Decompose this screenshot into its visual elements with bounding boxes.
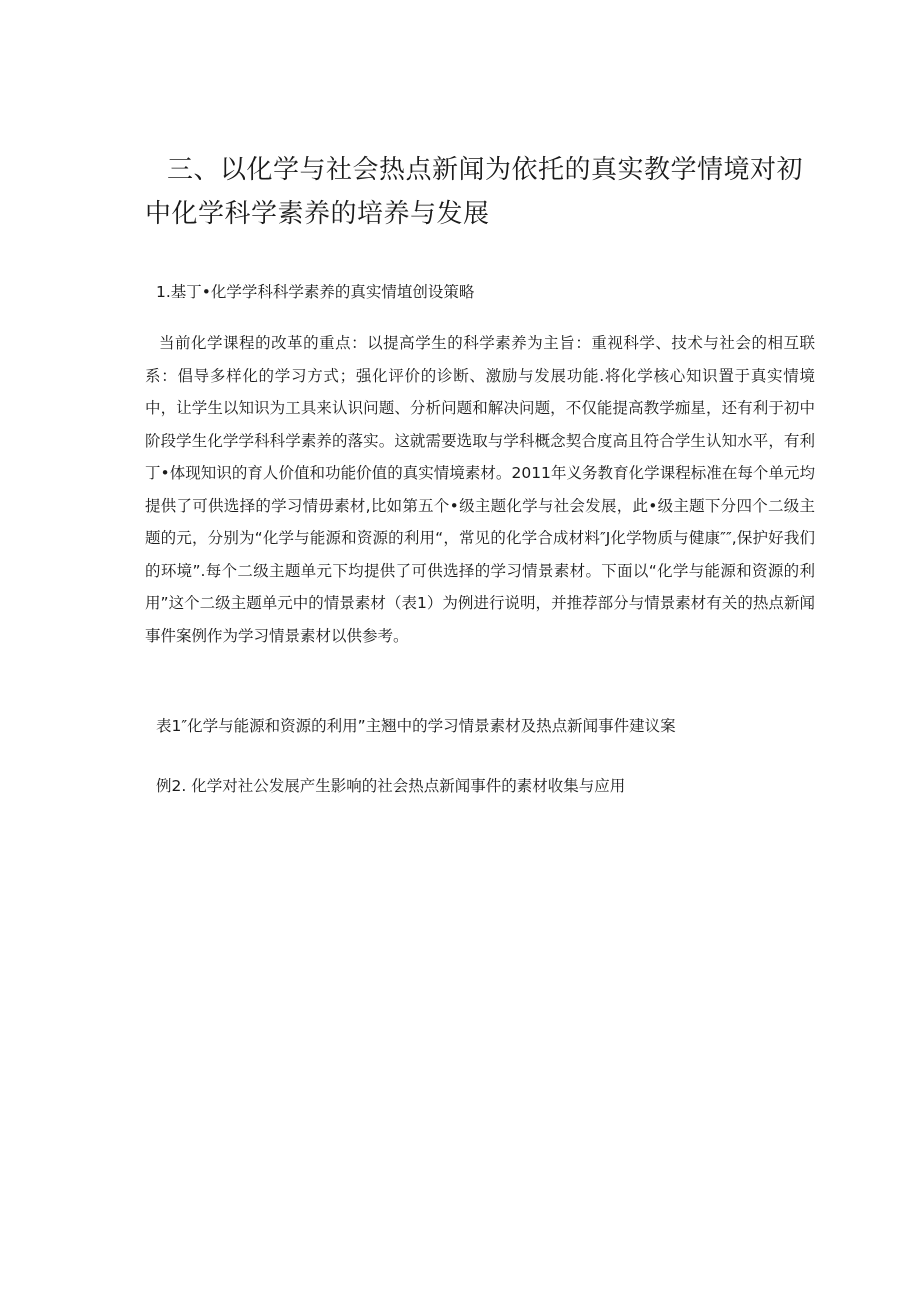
table-caption: 表1″化学与能源和资源的利用”主翘中的学习情景素材及热点新闻事件建议案 [156, 717, 676, 735]
example-heading: 例2. 化学对社公发展产生影响的社会热点新闻事件的素材收集与应用 [156, 777, 626, 795]
body-paragraph: 当前化学课程的改革的重点：以提高学生的科学素养为主旨：重视科学、技术与社会的相互联系：倡导多样化的学习方式；强化评价的诊断、激励与发展功能.将化学核心知识置于真实情境中，让学生以知识为工具来认识问题、分析问题和解决问题，不仅能提高教学痂星，还有利于初中阶段学生化学学科科学素养的落实。这就需要选取与学科概念契合度高且符合学生认知水平，有利丁•体现知识的育人价值和功能价值的真实情境素材。2011年义务教育化学课程标准在每个单元均提供了可供选择的学习情毋素材,比如第五个•级主题化学与社会发展，此•级主题下分四个二级主题的元，分别为“化学与能源和资源的利用“，常见的化学合成材料″J化学物质与健康″″,保护好我们的环境”.每个二级主题单元下均提供了可供选择的学习情景素材。下面以“化学与能源和资源的利用”这个二级主题单元中的情景素材（表1）为例进行说明，并推荐部分与情景素材有关的热点新闻事件案例作为学习情景素材以供参考。 [145, 334, 815, 645]
subsection-heading: 1.基丁•化学学科科学素养的真实情埴创设策略 [156, 283, 475, 301]
section-title: 三、以化学与社会热点新闻为依托的真实教学情境对初中化学科学素养的培养与发展 [145, 155, 804, 229]
